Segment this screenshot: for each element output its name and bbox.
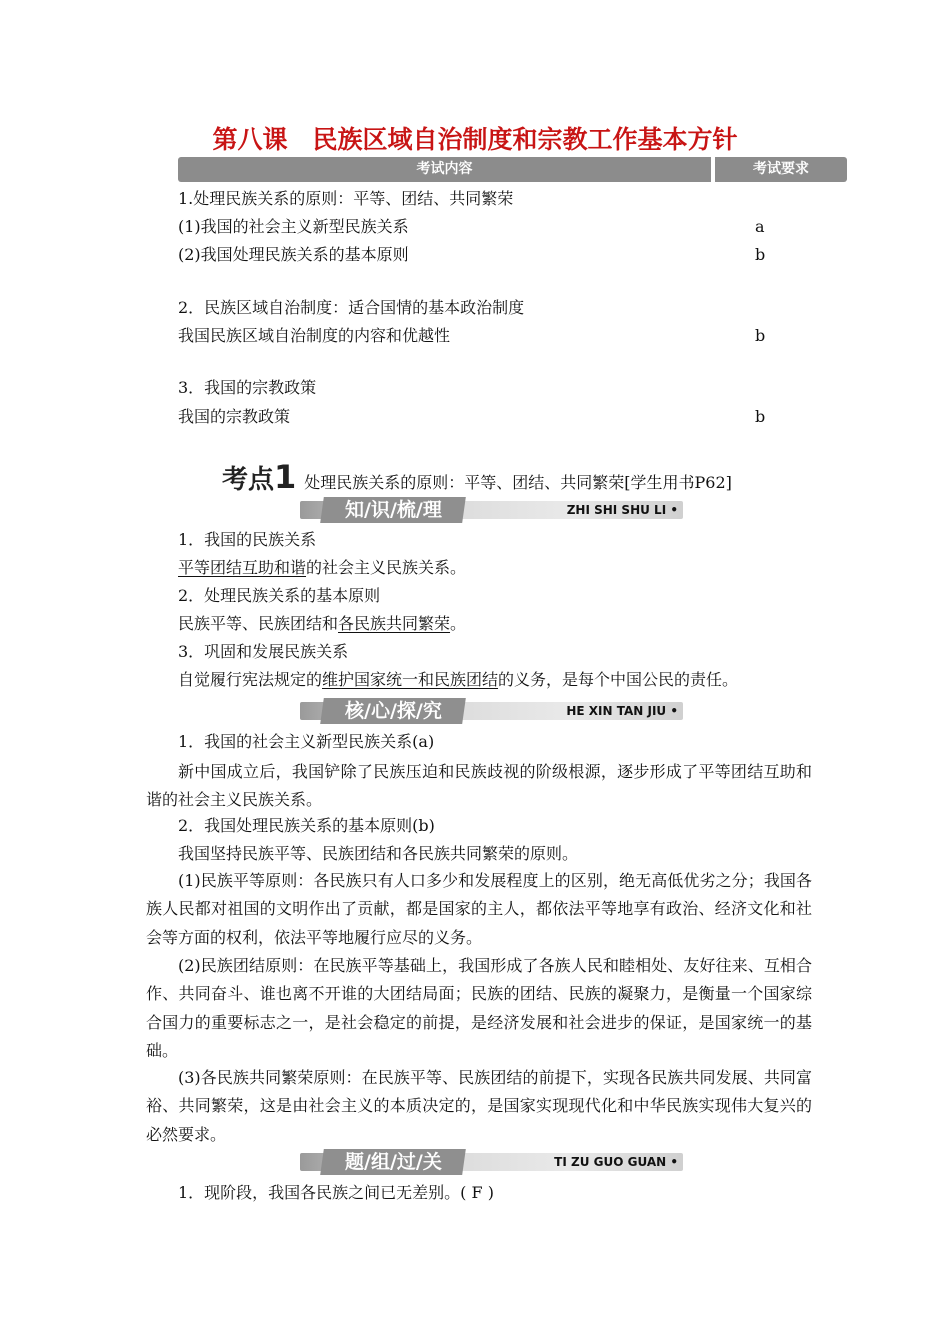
banner-pinyin: HE XIN TAN JIU •	[566, 704, 678, 718]
row-content: 我国民族区域自治制度的内容和优越性	[178, 326, 451, 345]
zhishi-heading-2: 2．处理民族关系的基本原则	[178, 586, 381, 605]
underlined-answer: 各民族共同繁荣	[338, 614, 451, 633]
row-level: b	[755, 326, 766, 345]
zhishi-line-3: 自觉履行宪法规定的维护国家统一和民族团结的义务，是每个中国公民的责任。	[178, 670, 739, 689]
hexin-paragraph-5: (3)各民族共同繁荣原则：在民族平等、民族团结的前提下，实现各民族共同发展、共同富裕、共同繁荣，这是由社会主义的本质决定的，是国家实现现代化和中华民族实现伟大复兴的必然要求。	[146, 1068, 812, 1144]
hexin-heading-2: 2．我国处理民族关系的基本原则(b)	[178, 816, 435, 835]
row-content: 我国的宗教政策	[178, 407, 291, 426]
hexin-heading-1: 1．我国的社会主义新型民族关系(a)	[178, 732, 435, 751]
table-header-requirement: 考试要求	[715, 157, 847, 182]
row-content: 1.处理民族关系的原则：平等、团结、共同繁荣	[178, 189, 514, 208]
section-banner-zhishi	[300, 497, 683, 523]
kaodian-heading	[222, 458, 732, 496]
row-content: (1)我国的社会主义新型民族关系	[178, 217, 409, 236]
zhishi-heading-3: 3．巩固和发展民族关系	[178, 642, 349, 661]
tizu-question-1: 1．现阶段，我国各民族之间已无差别。( F )	[178, 1183, 494, 1202]
row-content: 3．我国的宗教政策	[178, 378, 317, 397]
banner-label: 题/组/过/关	[320, 1149, 466, 1175]
banner-pinyin: TI ZU GUO GUAN •	[554, 1155, 678, 1169]
row-content: 2．民族区域自治制度：适合国情的基本政治制度	[178, 298, 525, 317]
banner-label: 核/心/探/究	[320, 698, 466, 724]
lesson-title: 第八课 民族区域自治制度和宗教工作基本方针	[212, 125, 738, 154]
section-banner-tizu	[300, 1149, 683, 1175]
hexin-paragraph-1: 新中国成立后，我国铲除了民族压迫和民族歧视的阶级根源，逐步形成了平等团结互助和谐的社会主义民族关系。	[146, 762, 812, 810]
hexin-paragraph-2: 我国坚持民族平等、民族团结和各民族共同繁荣的原则。	[178, 844, 579, 863]
underlined-answer: 维护国家统一和民族团结	[322, 670, 499, 689]
section-banner-hexin	[300, 698, 683, 724]
banner-pinyin: ZHI SHI SHU LI •	[566, 503, 678, 517]
zhishi-line-1: 平等团结互助和谐的社会主义民族关系。	[178, 558, 467, 577]
hexin-paragraph-4: (2)民族团结原则：在民族平等基础上，我国形成了各族人民和睦相处、友好往来、互相合作、共同奋斗、谁也离不开谁的大团结局面；民族的团结、民族的凝聚力，是衡量一个国家综合国力的重要标志之一，是社会稳定的前提，是经济发展和社会进步的保证，是国家统一的基础。	[146, 956, 812, 1061]
underlined-answer: 平等团结互助和谐	[178, 558, 307, 577]
row-level: b	[755, 245, 766, 264]
zhishi-heading-1: 1．我国的民族关系	[178, 530, 317, 549]
kaodian-label: 考点1	[222, 458, 297, 496]
table-header-content: 考试内容	[178, 157, 711, 182]
row-content: (2)我国处理民族关系的基本原则	[178, 245, 409, 264]
kaodian-number: 1	[274, 458, 297, 496]
row-level: b	[755, 407, 766, 426]
zhishi-line-2: 民族平等、民族团结和各民族共同繁荣。	[178, 614, 467, 633]
banner-label: 知/识/梳/理	[320, 497, 466, 523]
hexin-paragraph-3: (1)民族平等原则：各民族只有人口多少和发展程度上的区别，绝无高低优劣之分；我国各族人民都对祖国的文明作出了贡献，都是国家的主人，都依法平等地享有政治、经济文化和社会等方面的权利，依法平等地履行应尽的义务。	[146, 871, 812, 947]
kaodian-desc: 处理民族关系的原则：平等、团结、共同繁荣[学生用书P62]	[304, 473, 732, 492]
row-level: a	[755, 217, 765, 236]
